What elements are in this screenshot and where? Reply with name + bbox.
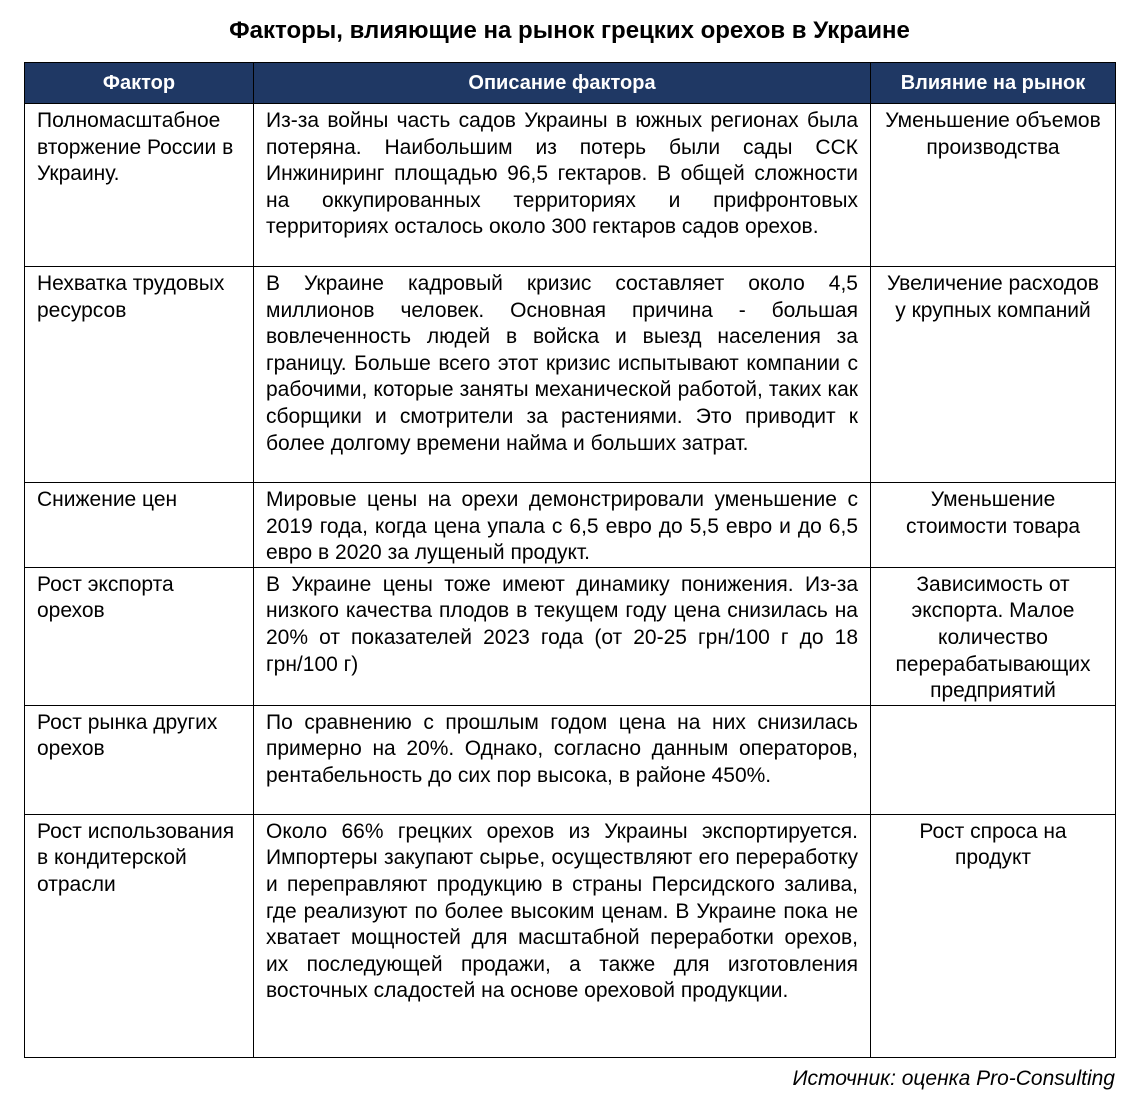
impact-cell: [871, 705, 1116, 814]
description-cell: В Украине кадровый кризис составляет около 4,5 миллионов человек. Основная причина - большая вовлеченность людей в войска и выезд населения за границу. Больше всего этот кризис испытывают компании с рабочими, которые заняты механической работой, таких как сборщики и смотрители за растениями. Это приводит к более долгому времени найма и больших затрат.: [254, 267, 871, 483]
factor-cell: Рост экспорта орехов: [25, 567, 254, 705]
header-impact: Влияние на рынок: [871, 63, 1116, 104]
description-cell: Около 66% грецких орехов из Украины экспортируется. Импортеры закупают сырье, осуществляют его переработку и переправляют продукцию в страны Персидского залива, где реализуют по более высоким ценам. В Украине пока не хватает мощностей для масштабной переработки орехов, их последующей продажи, а также для изготовления восточных сладостей на основе ореховой продукции.: [254, 814, 871, 1057]
table-row: [25, 814, 1116, 1057]
factor-cell: Рост использования в кондитерской отрасли: [25, 814, 254, 1057]
page-title: Факторы, влияющие на рынок грецких орехов в Украине: [229, 17, 910, 44]
table-row: [25, 104, 1116, 267]
header-description: Описание фактора: [254, 63, 871, 104]
header-factor: Фактор: [25, 63, 254, 104]
source-note: Источник: оценка Pro-Consulting: [792, 1067, 1115, 1090]
description-cell: Из-за войны часть садов Украины в южных регионах была потеряна. Наибольшим из потерь были сады ССК Инжиниринг площадью 96,5 гектаров. В общей сложности на оккупированных территориях и прифронтовых территориях осталось около 300 гектаров садов орехов.: [254, 104, 871, 267]
factors-table: [24, 62, 1116, 1058]
description-cell: По сравнению с прошлым годом цена на них снизилась примерно на 20%. Однако, согласно данным операторов, рентабельность до сих пор высока, в районе 450%.: [254, 705, 871, 814]
impact-cell: Зависимость от экспорта. Малое количество перерабатывающих предприятий: [871, 567, 1116, 705]
table-row: [25, 705, 1116, 814]
description-cell: Мировые цены на орехи демонстрировали уменьшение с 2019 года, когда цена упала с 6,5 евро до 5,5 евро и до 6,5 евро в 2020 за лущеный продукт.: [254, 483, 871, 568]
impact-cell: Увеличение расходов у крупных компаний: [871, 267, 1116, 483]
impact-cell: Рост спроса на продукт: [871, 814, 1116, 1057]
impact-cell: Уменьшение стоимости товара: [871, 483, 1116, 568]
table-row: [25, 267, 1116, 483]
description-cell: В Украине цены тоже имеют динамику понижения. Из-за низкого качества плодов в текущем году цена снизилась на 20% от показателей 2023 года (от 20-25 грн/100 г до 18 грн/100 г): [254, 567, 871, 705]
table-header-row: [25, 63, 1116, 104]
impact-cell: Уменьшение объемов производства: [871, 104, 1116, 267]
table-row: [25, 483, 1116, 568]
factor-cell: Нехватка трудовых ресурсов: [25, 267, 254, 483]
factor-cell: Рост рынка других орехов: [25, 705, 254, 814]
table-row: [25, 567, 1116, 705]
factor-cell: Полномасштабное вторжение России в Украину.: [25, 104, 254, 267]
factor-cell: Снижение цен: [25, 483, 254, 568]
